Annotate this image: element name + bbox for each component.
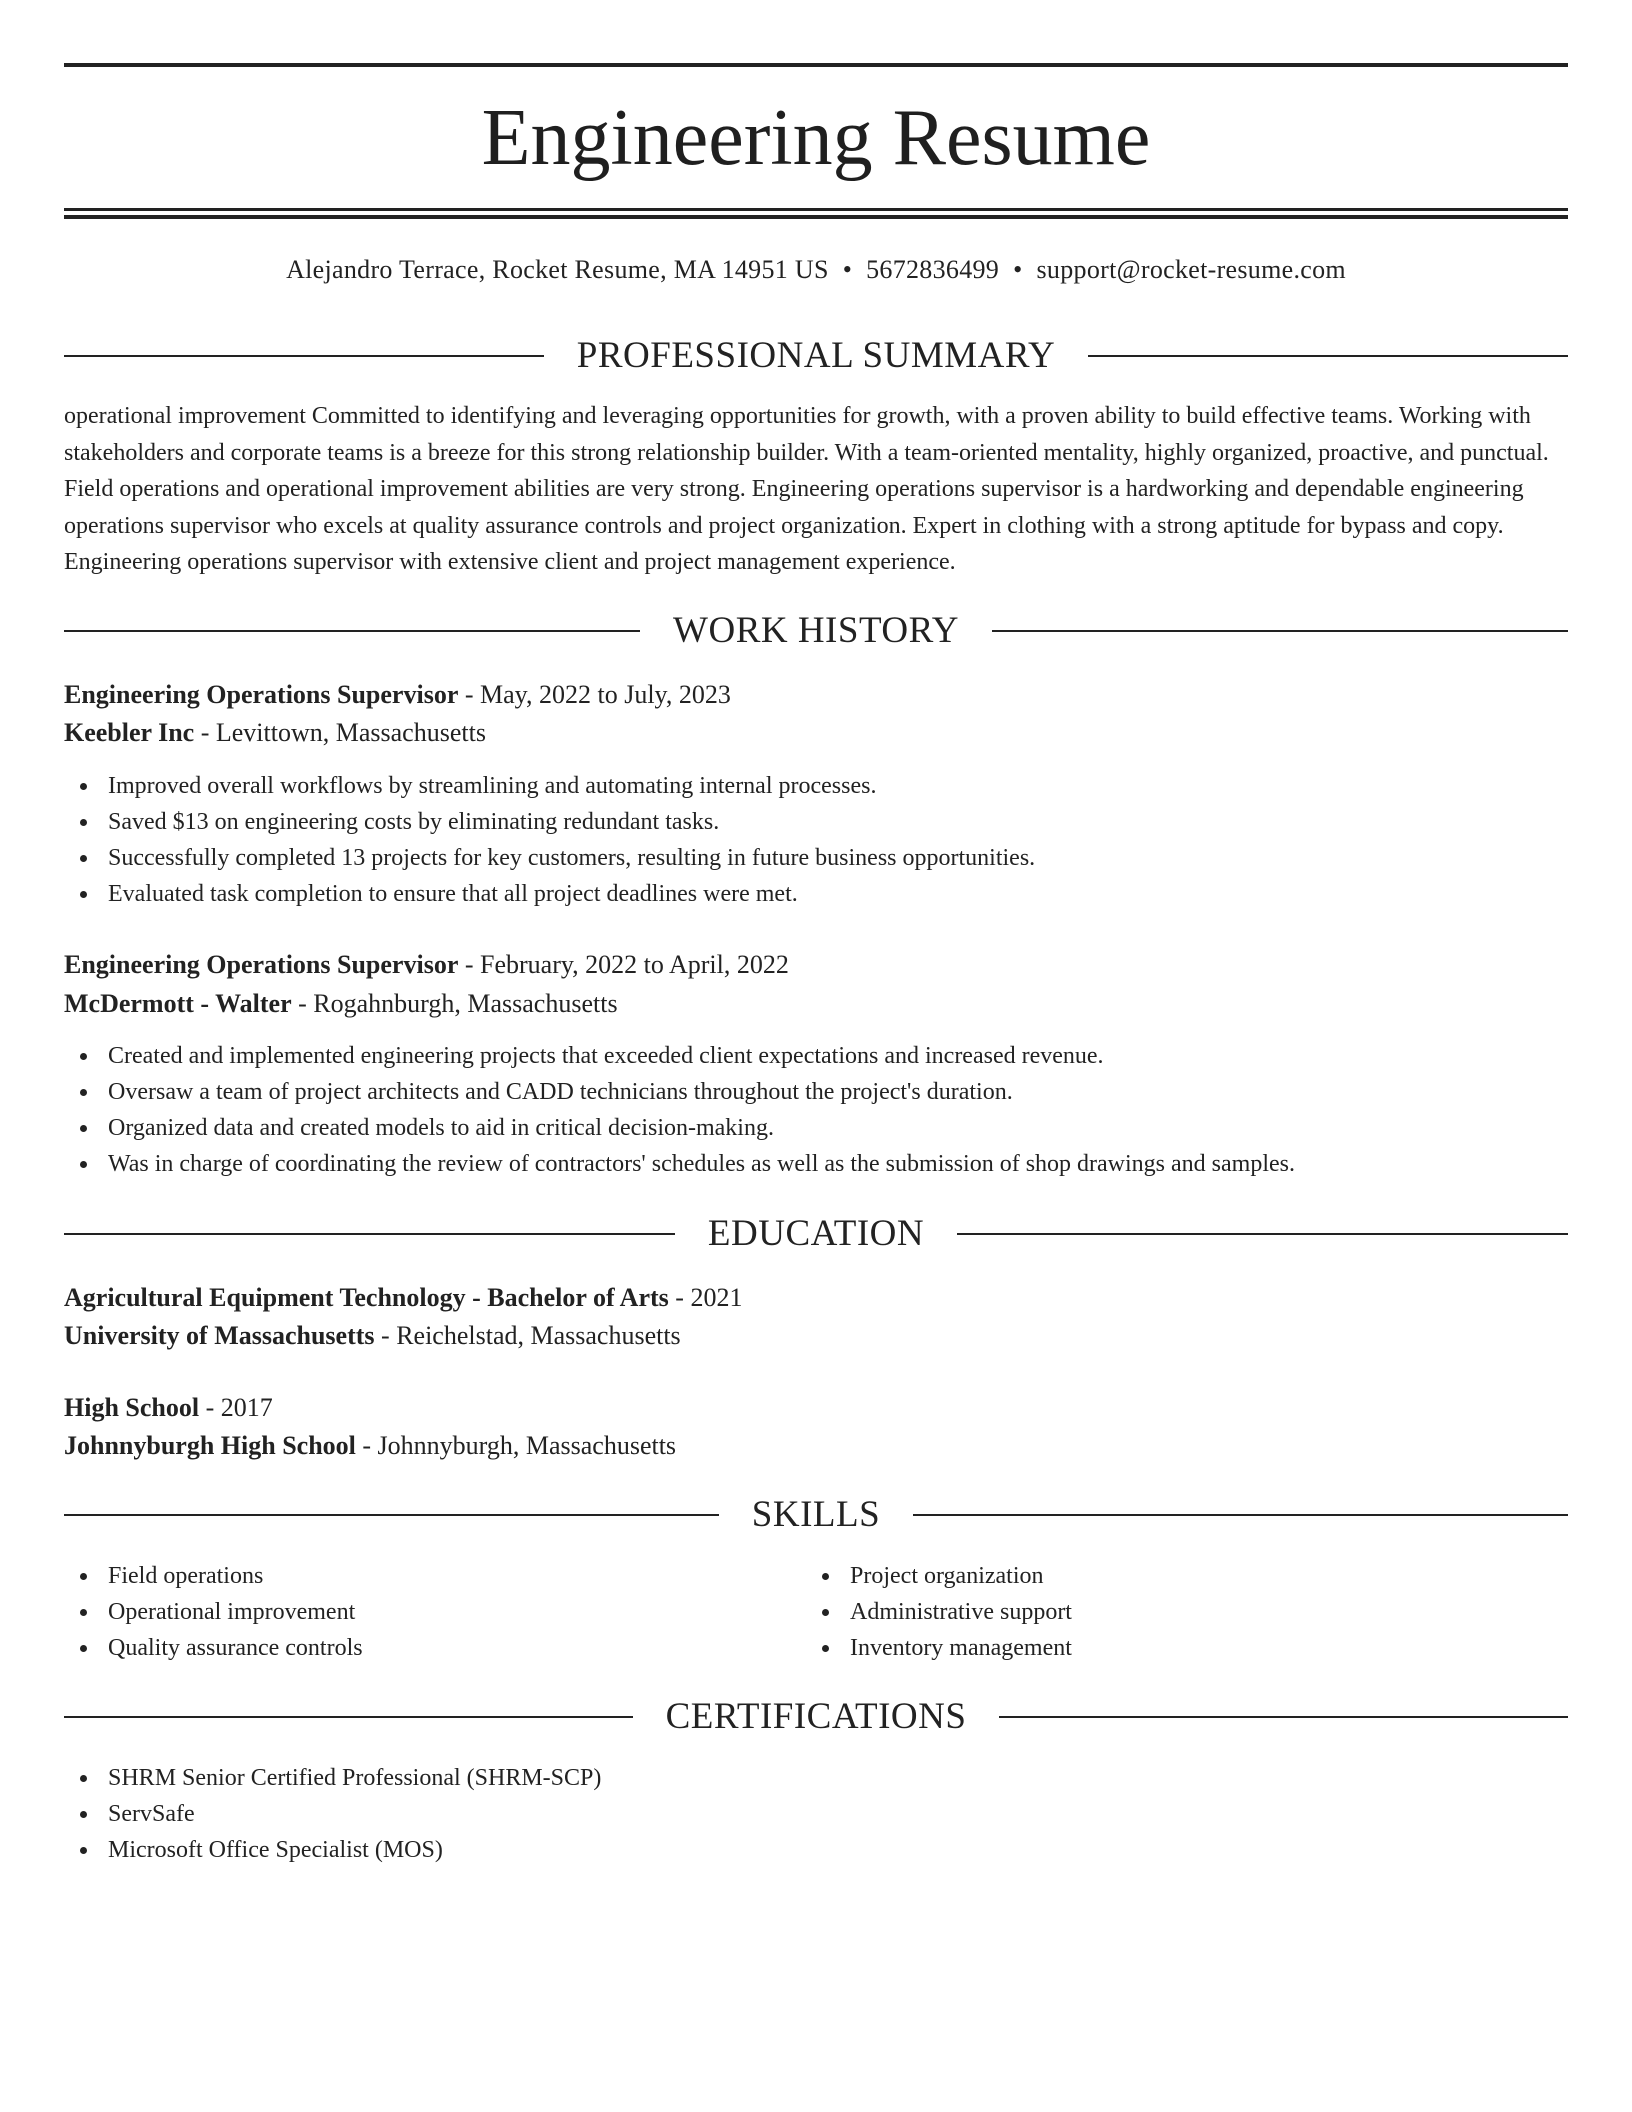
contact-line	[64, 252, 1568, 288]
education-location: - Johnnyburgh, Massachusetts	[355, 1431, 677, 1460]
list-item: Operational improvement	[64, 1594, 363, 1630]
list-item: Project organization	[806, 1558, 1072, 1594]
job-title-line	[64, 677, 731, 713]
section-title: WORK HISTORY	[673, 610, 959, 651]
list-item: ServSafe	[64, 1796, 601, 1832]
header-bottom-rule-second	[64, 215, 1568, 219]
job-title: Engineering Operations Supervisor	[64, 680, 459, 709]
job-dates: - February, 2022 to April, 2022	[458, 950, 789, 979]
list-item: Evaluated task completion to ensure that all project deadlines were met.	[64, 876, 1035, 912]
contact-separator: •	[1013, 255, 1023, 284]
list-item: Was in charge of coordinating the review of contractors' schedules as well as the submission of shop drawings and samples.	[64, 1146, 1295, 1182]
summary-text: operational improvement Committed to identifying and leveraging opportunities for growth, with a proven ability to build effective teams. Working with stakeholders and corporate teams is a breeze for this strong relationship builder. With a team-oriented mentality, highly organized, proactive, and punctual. Field operations and operational improvement abilities are very strong. Engineering operations supervisor is a hardworking and dependable engineering operations supervisor who excels at quality assurance controls and project organization. Expert in clothing with a strong aptitude for bypass and copy. Engineering operations supervisor with extensive client and project management experience.	[64, 403, 1549, 575]
contact-phone: 5672836499	[866, 255, 1000, 284]
list-item: Oversaw a team of project architects and CADD technicians throughout the project's duration.	[64, 1074, 1295, 1110]
job-bullets	[64, 768, 1035, 912]
list-item: Created and implemented engineering projects that exceeded client expectations and increased revenue.	[64, 1038, 1295, 1074]
list-item: Saved $13 on engineering costs by eliminating redundant tasks.	[64, 804, 1035, 840]
header-bottom-rule	[64, 208, 1568, 211]
skills-list-right	[806, 1558, 1072, 1666]
section-rule-right	[957, 1233, 1568, 1235]
section-rule-right	[992, 630, 1568, 632]
education-degree: Agricultural Equipment Technology - Bachelor of Arts	[64, 1283, 669, 1312]
list-item: SHRM Senior Certified Professional (SHRM-SCP)	[64, 1760, 601, 1796]
section-rule-left	[64, 1233, 675, 1235]
job-title: Engineering Operations Supervisor	[64, 950, 459, 979]
contact-separator: •	[842, 255, 853, 284]
section-header-certifications	[64, 1695, 1568, 1739]
contact-address: Alejandro Terrace, Rocket Resume, MA 14951 US	[286, 255, 829, 284]
education-school: Johnnyburgh High School	[64, 1431, 356, 1460]
education-degree-line	[64, 1390, 273, 1426]
section-rule-left	[64, 630, 640, 632]
list-item: Inventory management	[806, 1630, 1072, 1666]
education-degree: High School	[64, 1393, 200, 1422]
education-school-line	[64, 1428, 676, 1464]
list-item: Administrative support	[806, 1594, 1072, 1630]
education-year: - 2017	[199, 1393, 273, 1422]
education-school-line	[64, 1318, 681, 1354]
section-rule-left	[64, 355, 544, 357]
job-company-line	[64, 715, 486, 751]
skills-list-left	[64, 1558, 363, 1666]
resume-title: Engineering Resume	[481, 94, 1151, 182]
list-item: Improved overall workflows by streamlining and automating internal processes.	[64, 768, 1035, 804]
section-title: CERTIFICATIONS	[665, 1696, 967, 1737]
section-title: PROFESSIONAL SUMMARY	[576, 335, 1056, 376]
section-header-work-history	[64, 609, 1568, 653]
job-title-line	[64, 947, 789, 983]
job-location: - Levittown, Massachusetts	[194, 718, 486, 747]
job-bullets	[64, 1038, 1295, 1182]
section-header-education	[64, 1212, 1568, 1256]
education-year: - 2021	[668, 1283, 743, 1312]
job-company: McDermott - Walter	[64, 989, 292, 1018]
education-school: University of Massachusetts	[64, 1321, 375, 1350]
job-company-line	[64, 986, 618, 1022]
section-rule-left	[64, 1514, 719, 1516]
section-rule-right	[999, 1716, 1568, 1718]
list-item: Organized data and created models to aid in critical decision-making.	[64, 1110, 1295, 1146]
education-degree-line	[64, 1280, 742, 1316]
education-location: - Reichelstad, Massachusetts	[374, 1321, 681, 1350]
list-item: Microsoft Office Specialist (MOS)	[64, 1832, 601, 1868]
section-header-summary	[64, 334, 1568, 378]
list-item: Quality assurance controls	[64, 1630, 363, 1666]
contact-email: support@rocket-resume.com	[1036, 255, 1346, 284]
section-rule-right	[1088, 355, 1568, 357]
list-item: Successfully completed 13 projects for key customers, resulting in future business opportunities.	[64, 840, 1035, 876]
section-title: EDUCATION	[707, 1213, 925, 1254]
job-company: Keebler Inc	[64, 718, 195, 747]
section-header-skills	[64, 1493, 1568, 1537]
list-item: Field operations	[64, 1558, 363, 1594]
section-rule-left	[64, 1716, 633, 1718]
certifications-list	[64, 1760, 601, 1868]
section-rule-right	[913, 1514, 1568, 1516]
section-title: SKILLS	[751, 1494, 881, 1535]
job-dates: - May, 2022 to July, 2023	[458, 680, 731, 709]
job-location: - Rogahnburgh, Massachusetts	[291, 989, 618, 1018]
header-top-rule	[64, 63, 1568, 67]
